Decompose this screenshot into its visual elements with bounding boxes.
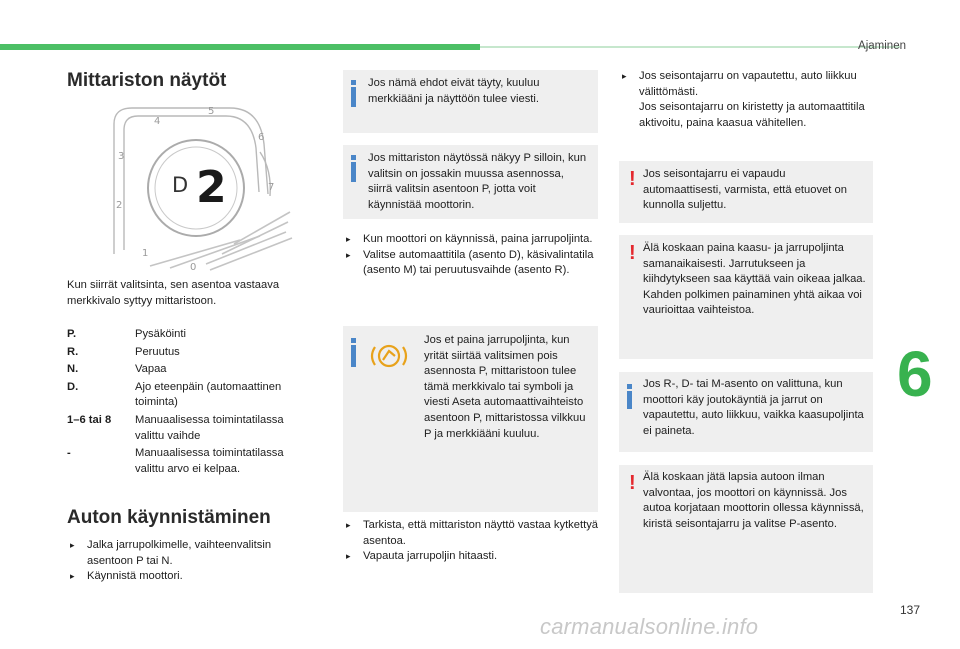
warning-icon: ! <box>629 168 636 190</box>
section-title: Ajaminen <box>858 40 906 52</box>
info-icon <box>627 384 632 409</box>
info-text: Jos et paina jarrupoljinta, kun yrität siirtää valitsimen pois asennosta P, mittaristoon tulee tämä merkkivalo tai symboli ja viesti Aseta automaattivaihteisto asentoon P, mittaristossa vilkkuu P ja merkkiääni kuuluu. <box>424 334 586 440</box>
warning-box <box>619 465 873 593</box>
check-steps <box>343 518 601 565</box>
step-item: ▸ Kun moottori on käynnissä, paina jarrupoljinta. <box>343 232 601 248</box>
tick-label: 4 <box>154 116 161 127</box>
warning-box <box>619 161 873 223</box>
step-item: ▸ Käynnistä moottori. <box>67 569 302 585</box>
info-icon <box>351 155 356 182</box>
info-icon <box>351 80 356 107</box>
info-box <box>343 70 598 133</box>
info-text: Jos nämä ehdot eivät täyty, kuuluu merkkiääni ja näyttöön tulee viesti. <box>368 77 540 105</box>
brake-foot-warning-icon <box>367 342 411 370</box>
drive-steps <box>343 232 601 279</box>
definition-row: R. Peruutus <box>67 345 180 358</box>
tick-label: 0 <box>190 262 197 273</box>
cluster-drawing <box>110 104 296 274</box>
tick-label: 3 <box>118 151 125 162</box>
page-title: Mittariston näytöt <box>67 70 227 91</box>
instrument-cluster-illustration <box>110 104 296 274</box>
gear-definition-list <box>67 327 307 479</box>
step-item: ▸ Jalka jarrupolkimelle, vaihteenvalitsin asentoon P tai N. <box>67 538 302 569</box>
definition-row: 1–6 tai 8 Manuaalisessa toimintatilassa valittu vaihde <box>67 413 284 442</box>
step-item: ▸ Jos seisontajarru on vapautettu, auto liikkuu välittömästi. Jos seisontajarru on kiristetty ja automaattitila aktivoitu, paina kaasua vähitellen. <box>619 69 897 131</box>
info-box-brake <box>343 326 598 512</box>
info-text: Jos mittariston näytössä näkyy P silloin, kun valitsin on jossakin muussa asennossa, siirrä valitsin asentoon P, jotta voit käynnistää moottorin. <box>368 152 587 211</box>
page-number: 137 <box>900 603 921 617</box>
definition-row: - Manuaalisessa toimintatilassa valittu arvo ei kelpaa. <box>67 447 284 475</box>
warning-icon: ! <box>629 472 636 494</box>
start-steps <box>67 538 302 585</box>
definition-row: P. Pysäköinti <box>67 328 186 340</box>
warning-text: Älä koskaan jätä lapsia autoon ilman valvontaa, jos moottori on käynnissä. Jos autoa korjataan moottorin ollessa käynnissä, kiristä seisontajarru ja valitse P-asento. <box>643 471 864 530</box>
warning-box <box>619 235 873 359</box>
section-heading: Auton käynnistäminen <box>67 507 271 528</box>
gear-number: 2 <box>196 162 227 213</box>
watermark: carmanualsonline.info <box>540 614 759 639</box>
tick-label: 5 <box>208 106 215 117</box>
gear-letter: D <box>172 173 189 197</box>
warning-icon: ! <box>629 242 636 264</box>
info-text: Jos R-, D- tai M-asento on valittuna, kun moottori käy joutokäyntiä ja jarrut on vapautettu, auto liikkuu, vaikka kaasupoljinta ei paineta. <box>643 378 864 437</box>
tick-label: 2 <box>116 200 123 211</box>
warning-text: Älä koskaan paina kaasu- ja jarrupoljinta samanaikaisesti. Jarrutukseen ja kiihdytykseen saa käyttää vain oikeaa jalkaa. Kahden polkimen painaminen yhtä aikaa voi vaurioittaa vaihteistoa. <box>643 242 866 317</box>
intro-text: Kun siirrät valitsinta, sen asentoa vastaava merkkivalo syttyy mittaristoon. <box>67 279 280 307</box>
step-item: ▸ Vapauta jarrupoljin hitaasti. <box>343 549 601 565</box>
info-box <box>619 372 873 452</box>
header-accent-bar <box>0 44 480 50</box>
tick-label: 1 <box>142 248 149 259</box>
info-box <box>343 145 598 219</box>
step-item: ▸ Tarkista, että mittariston näyttö vastaa kytkettyä asentoa. <box>343 518 601 549</box>
definition-row: N. Vapaa <box>67 363 167 376</box>
step-item: ▸ Valitse automaattitila (asento D), käsivalintatila (asento M) tai peruutusvaihde (asento R). <box>343 248 601 279</box>
tick-label: 7 <box>268 182 275 193</box>
tick-label: 6 <box>258 132 265 143</box>
info-icon <box>351 338 356 367</box>
warning-text: Jos seisontajarru ei vapaudu automaattisesti, varmista, että etuovet on kunnolla suljettu. <box>643 168 847 212</box>
chapter-number: 6 <box>897 338 933 410</box>
definition-row: D. Ajo eteenpäin (automaattinen toiminta) <box>67 380 282 409</box>
